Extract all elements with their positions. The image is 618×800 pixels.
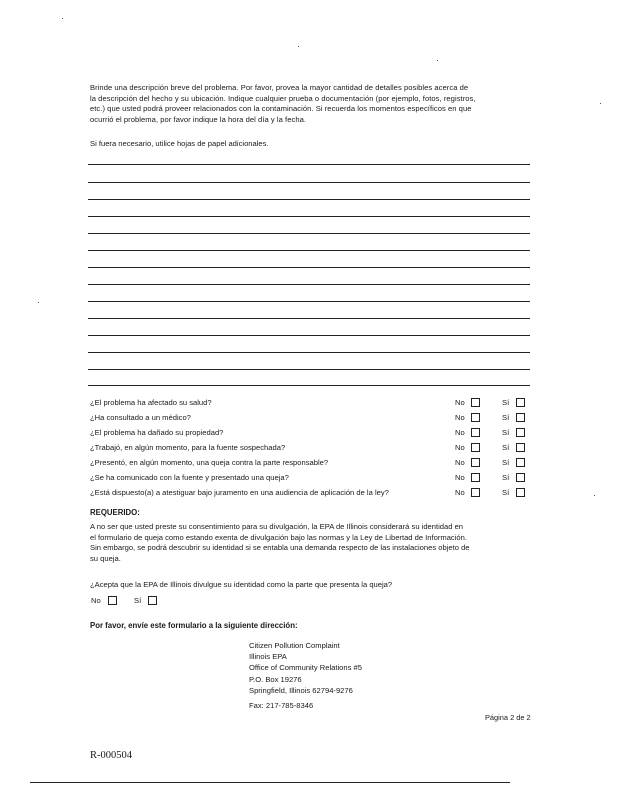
scan-speck: [298, 46, 299, 47]
writing-line[interactable]: [88, 385, 530, 386]
yes-label: Sí: [502, 398, 510, 407]
no-label: No: [455, 413, 465, 422]
address-line-1: Citizen Pollution Complaint: [249, 641, 340, 650]
writing-line[interactable]: [88, 284, 530, 285]
writing-line[interactable]: [88, 352, 530, 353]
scan-speck: [62, 18, 63, 19]
required-line-3: Sin embargo, se podrá descubrir su identidad si se entabla una demanda respecto de las instalaciones objeto de: [90, 543, 470, 553]
instructions-line-1: Brinde una descripción breve del problema. Por favor, provea la mayor cantidad de detalles posibles acerca de: [90, 83, 469, 92]
address-line-2: Illinois EPA: [249, 652, 287, 662]
health-no-checkbox[interactable]: [471, 398, 480, 407]
mailing-instruction: Por favor, envíe este formulario a la siguiente dirección:: [90, 621, 298, 630]
question-health: ¿El problema ha afectado su salud?: [90, 398, 212, 407]
yes-label: Sí: [502, 458, 510, 467]
no-label: No: [455, 428, 465, 437]
writing-line[interactable]: [88, 318, 530, 319]
question-property: ¿El problema ha dañado su propiedad?: [90, 428, 224, 437]
accept-yes-checkbox[interactable]: [148, 596, 157, 605]
question-prior-complaint: ¿Presentó, en algún momento, una queja contra la parte responsable?: [90, 458, 329, 467]
question-contacted-source: ¿Se ha comunicado con la fuente y presentado una queja?: [90, 473, 289, 482]
question-testify: ¿Está dispuesto(a) a atestiguar bajo juramento en una audiencia de aplicación de la ley?: [90, 488, 389, 497]
accept-no-label: No: [91, 596, 101, 605]
accept-no-checkbox[interactable]: [108, 596, 117, 605]
no-label: No: [455, 473, 465, 482]
health-yes-checkbox[interactable]: [516, 398, 525, 407]
scan-speck: [437, 60, 438, 61]
doctor-yes-checkbox[interactable]: [516, 413, 525, 422]
instructions-paragraph: [90, 83, 530, 125]
yes-label: Sí: [502, 443, 510, 452]
writing-line[interactable]: [88, 216, 530, 217]
no-label: No: [455, 458, 465, 467]
writing-line[interactable]: [88, 369, 530, 370]
instructions-line-2: la descripción del hecho y su ubicación. Indique cualquier prueba o documentación (por ejemplo, fotos, registros,: [90, 93, 476, 103]
prior-complaint-yes-checkbox[interactable]: [516, 458, 525, 467]
document-id: R-000504: [90, 750, 132, 761]
scan-speck: [600, 103, 601, 104]
no-label: No: [455, 398, 465, 407]
accept-disclosure-question: ¿Acepta que la EPA de Illinois divulgue su identidad como la parte que presenta la queja?: [90, 580, 393, 589]
yes-label: Sí: [502, 473, 510, 482]
testify-no-checkbox[interactable]: [471, 488, 480, 497]
no-label: No: [455, 443, 465, 452]
required-heading: REQUERIDO:: [90, 508, 140, 517]
prior-complaint-no-checkbox[interactable]: [471, 458, 480, 467]
writing-line[interactable]: [88, 182, 530, 183]
instructions-line-3: etc.) que usted podrá proveer relacionados con la contaminación. Si recuerda los momentos específicos en que: [90, 104, 472, 114]
mailing-address: [249, 640, 362, 696]
scan-speck: [594, 495, 595, 496]
writing-line[interactable]: [88, 301, 530, 302]
address-line-5: Springfield, Illinois 62794-9276: [249, 685, 353, 695]
extra-sheets-note: Si fuera necesario, utilice hojas de papel adicionales.: [90, 139, 269, 148]
question-worked-source: ¿Trabajó, en algún momento, para la fuente sospechada?: [90, 443, 286, 452]
fax-number: Fax: 217-785-8346: [249, 701, 314, 710]
yes-label: Sí: [502, 488, 510, 497]
writing-line[interactable]: [88, 250, 530, 251]
property-yes-checkbox[interactable]: [516, 428, 525, 437]
required-paragraph: [90, 522, 530, 564]
question-doctor: ¿Ha consultado a un médico?: [90, 413, 191, 422]
page-number: Página 2 de 2: [485, 713, 531, 722]
address-line-3: Office of Community Relations #5: [249, 663, 362, 673]
contacted-source-yes-checkbox[interactable]: [516, 473, 525, 482]
required-line-4: su queja.: [90, 553, 121, 563]
writing-line[interactable]: [88, 199, 530, 200]
bottom-rule: [30, 782, 510, 783]
writing-line[interactable]: [88, 233, 530, 234]
writing-line[interactable]: [88, 164, 530, 165]
scan-speck: [38, 302, 39, 303]
required-line-1: A no ser que usted preste su consentimiento para su divulgación, la EPA de Illinois considerará su identidad en: [90, 522, 464, 531]
writing-line[interactable]: [88, 335, 530, 336]
yes-label: Sí: [502, 428, 510, 437]
instructions-line-4: ocurrió el problema, por favor indique la hora del día y la fecha.: [90, 114, 307, 124]
no-label: No: [455, 488, 465, 497]
yes-label: Sí: [502, 413, 510, 422]
property-no-checkbox[interactable]: [471, 428, 480, 437]
accept-yes-label: Sí: [134, 596, 142, 605]
address-line-4: P.O. Box 19276: [249, 674, 302, 684]
worked-source-no-checkbox[interactable]: [471, 443, 480, 452]
writing-line[interactable]: [88, 267, 530, 268]
required-line-2: el formulario de queja como estando exenta de divulgación bajo las normas y la Ley de Libertad de Información.: [90, 532, 467, 542]
contacted-source-no-checkbox[interactable]: [471, 473, 480, 482]
worked-source-yes-checkbox[interactable]: [516, 443, 525, 452]
doctor-no-checkbox[interactable]: [471, 413, 480, 422]
testify-yes-checkbox[interactable]: [516, 488, 525, 497]
